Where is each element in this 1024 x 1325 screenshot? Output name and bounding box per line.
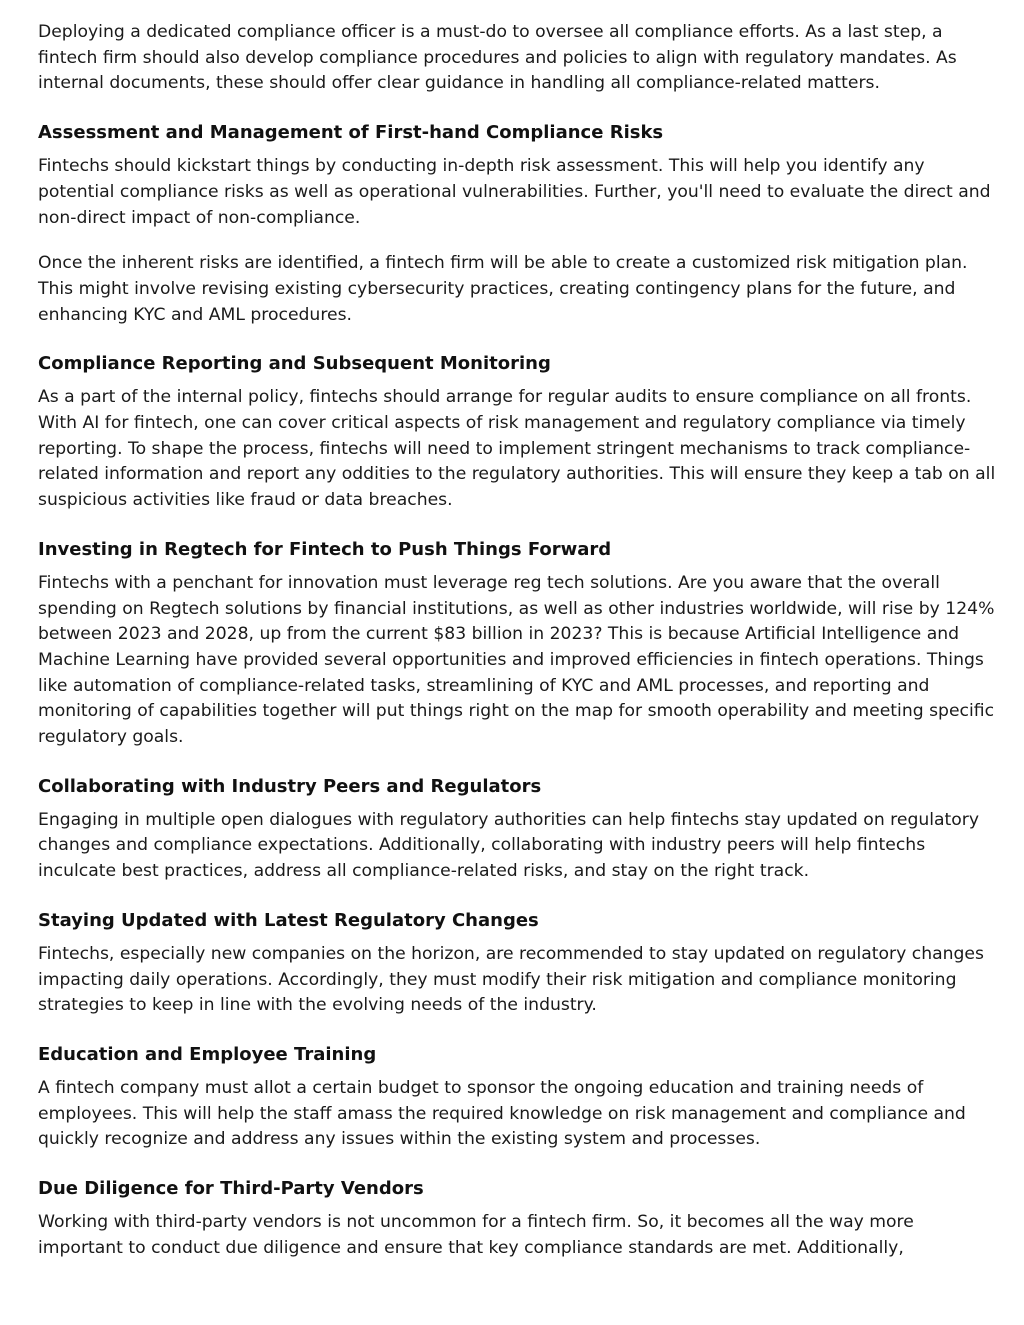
- section-paragraph: A fintech company must allot a certain budget to sponsor the ongoing education and training needs of employees. This will help the staff amass the required knowledge on risk management and compliance and quickly recognize and address any issues within the existing system and processes.: [38, 1077, 966, 1150]
- section-heading: Education and Employee Training: [38, 1043, 377, 1065]
- intro-paragraph: Deploying a dedicated compliance officer is a must-do to oversee all compliance efforts. As a last step, a fintech firm should also develop compliance procedures and policies to align with regulatory mandates. As internal documents, these should offer clear guidance in handling all compliance-related matters.: [38, 22, 957, 94]
- section-vendor-due-diligence: [38, 1176, 996, 1261]
- section-paragraph: Fintechs should kickstart things by conducting in-depth risk assessment. This will help you identify any potential compliance risks as well as operational vulnerabilities. Further, you'll need to evaluate the direct and non-direct impact of non-compliance.: [38, 156, 991, 228]
- section-heading: Due Diligence for Third-Party Vendors: [38, 1178, 424, 1200]
- section-heading: Staying Updated with Latest Regulatory Changes: [38, 909, 539, 931]
- section-heading: Collaborating with Industry Peers and Regulators: [38, 775, 542, 797]
- section-paragraph: Once the inherent risks are identified, a fintech firm will be able to create a customized risk mitigation plan. This might involve revising existing cybersecurity practices, creating contingency plans for the future, and enhancing KYC and AML procedures.: [38, 253, 968, 325]
- section-heading: Assessment and Management of First-hand Compliance Risks: [38, 122, 664, 144]
- section-heading: Investing in Regtech for Fintech to Push Things Forward: [38, 538, 612, 560]
- section-paragraph: Fintechs, especially new companies on the horizon, are recommended to stay updated on regulatory changes impacting daily operations. Accordingly, they must modify their risk mitigation and compliance monitoring strategies to keep in line with the evolving needs of the industry.: [38, 943, 984, 1016]
- section-risk-assessment: [38, 120, 996, 328]
- section-paragraph: Working with third-party vendors is not uncommon for a fintech firm. So, it becomes all the way more important to conduct due diligence and ensure that key compliance standards are met. Additionally,: [38, 1212, 914, 1258]
- section-paragraph: As a part of the internal policy, fintechs should arrange for regular audits to ensure compliance on all fronts. With AI for fintech, one can cover critical aspects of risk management and regulatory compliance via timely reporting. To shape the process, fintechs will need to implement stringent mechanisms to track compliance-related information and report any oddities to the regulatory authorities. This will ensure they keep a tab on all suspicious activities like fraud or data breaches.: [38, 387, 996, 511]
- section-heading: Compliance Reporting and Subsequent Monitoring: [38, 353, 551, 375]
- section-paragraph: Fintechs with a penchant for innovation must leverage reg tech solutions. Are you aware that the overall spending on Regtech solutions by financial institutions, as well as other industries worldwide, will rise by 124% between 2023 and 2028, up from the current $83 billion in 2023? This is because Artificial Intelligence and Machine Learning have provided several opportunities and improved efficiencies in fintech operations. Things like automation of compliance-related tasks, streamlining of KYC and AML processes, and reporting and monitoring of capabilities together will put things right on the map for smooth operability and meeting specific regulatory goals.: [38, 572, 995, 748]
- article-body: [38, 20, 996, 1262]
- section-paragraph: Engaging in multiple open dialogues with regulatory authorities can help fintechs stay updated on regulatory changes and compliance expectations. Additionally, collaborating with industry peers will help fintechs inculcate best practices, address all compliance-related risks, and stay on the right track.: [38, 809, 980, 882]
- section-collaboration: [38, 774, 996, 885]
- section-employee-training: [38, 1042, 996, 1153]
- section-regtech: [38, 537, 996, 751]
- section-regulatory-updates: [38, 908, 996, 1019]
- section-compliance-reporting: [38, 351, 996, 514]
